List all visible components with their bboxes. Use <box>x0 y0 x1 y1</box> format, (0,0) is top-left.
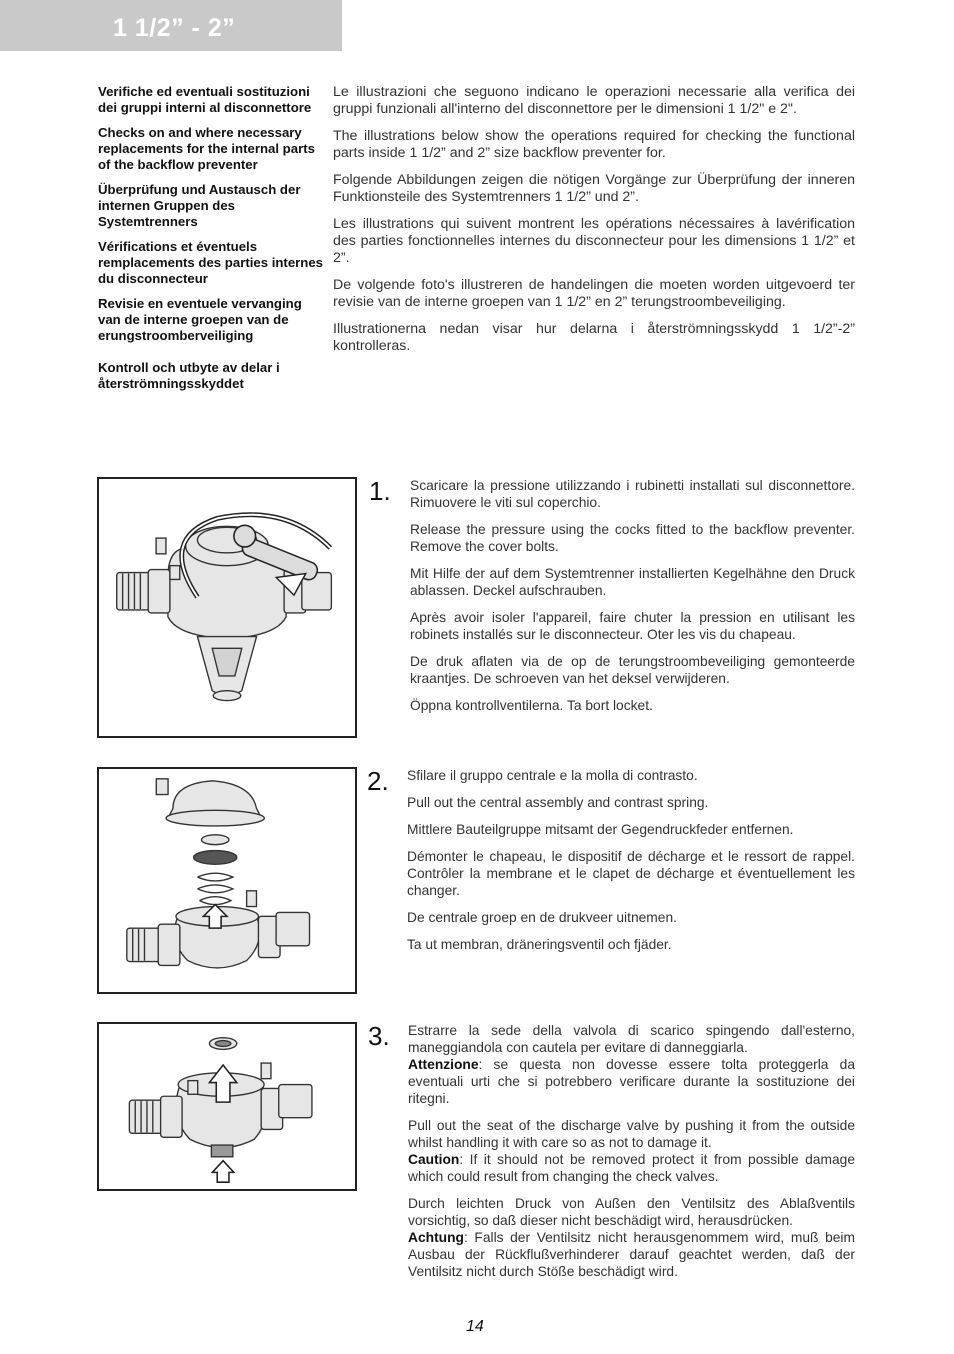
step2-de: Mittlere Bauteilgruppe mitsamt der Gegendruckfeder entfernen. <box>407 822 794 837</box>
heading-sv: Kontroll och utbyte av delar i återströmningsskyddet <box>98 360 280 391</box>
heading-nl: Revisie en eventuele vervanging van de interne groepen van de erungstroomberveiliging <box>98 296 302 343</box>
intro-it: Le illustrazioni che seguono indicano le operazioni necessarie alla verifica dei gruppi funzionali all'interno del disconnettore per le dimensioni 1 1/2" e 2". <box>333 84 855 117</box>
heading-de: Überprüfung und Austausch der internen Gruppen des Systemtrenners <box>98 182 301 229</box>
step3-figure <box>97 1022 357 1191</box>
step3-en-text: Pull out the seat of the discharge valve by pushing it from the outside whilst handling it with care so as not to damage it. <box>408 1118 855 1150</box>
step3-de-rest: : Falls der Ventilsitz nicht herausgenommem wird, muß beim Ausbau der Rückflußverhinderer darauf geachtet werden, daß der Ventilsitz nicht durch Stöße beschädigt wird. <box>408 1230 855 1279</box>
step1-nl: De druk aflaten via de op de terungstroombeveiliging gemonteerde kraantjes. De schroeven van het deksel verwijderen. <box>410 654 855 686</box>
step1-de: Mit Hilfe der auf dem Systemtrenner installierten Kegelhähne den Druck ablassen. Deckel aufschrauben. <box>410 566 855 598</box>
step2-number: 2. <box>367 766 389 796</box>
step3-it-rest: : se questa non dovesse essere tolta proteggerla da eventuali urti che si potrebbero verificare durante la sostituzione dei ritegni. <box>408 1057 855 1106</box>
step3-text <box>408 1022 855 1290</box>
exploded-valve-illustration <box>99 769 355 992</box>
step1-en: Release the pressure using the cocks fitted to the backflow preventer. Remove the cover bolts. <box>410 522 855 554</box>
step3-de-label: Achtung <box>408 1230 464 1245</box>
step3-en-rest: : If it should not be removed protect it from possible damage which could result from changing the check valves. <box>408 1152 855 1184</box>
step2-nl: De centrale groep en de drukveer uitnemen. <box>407 910 677 925</box>
step2-fr: Démonter le chapeau, le dispositif de décharge et le ressort de rappel. Contrôler la membrane et le clapet de décharge et éventuellement les changer. <box>407 849 855 898</box>
valve-seat-illustration <box>99 1024 355 1189</box>
intro-de: Folgende Abbildungen zeigen die nötigen Vorgänge zur Überprüfung der inneren Funktionsteile des Systemtrenners 1 1/2” und 2”. <box>333 172 855 205</box>
step3-en-label: Caution <box>408 1152 460 1167</box>
step3-en <box>408 1117 855 1185</box>
step3-it-text: Estrarre la sede della valvola di scarico spingendo dall'esterno, maneggiandola con cautela per evitare di danneggiarla. <box>408 1023 855 1055</box>
intro-sv: Illustrationerna nedan visar hur delarna i återströmningsskydd 1 1/2”-2” kontrolleras. <box>333 321 855 354</box>
step1-fr: Après avoir isoler l'appareil, faire chuter la pression en utilisant les robinets installés sur le disconnecteur. Oter les vis du chapeau. <box>410 610 855 642</box>
step2-sv: Ta ut membran, dräneringsventil och fjäder. <box>407 937 672 952</box>
page-number: 14 <box>466 1318 484 1335</box>
step2-it: Sfilare il gruppo centrale e la molla di contrasto. <box>407 768 698 783</box>
step1-sv: Öppna kontrollventilerna. Ta bort locket. <box>410 698 653 713</box>
header-tab <box>0 0 342 51</box>
heading-fr: Vérifications et éventuels remplacements des parties internes du disconnecteur <box>98 239 324 286</box>
step1-it: Scaricare la pressione utilizzando i rubinetti installati sul disconnettore. Rimuovere le viti sul coperchio. <box>410 478 855 510</box>
step1-text <box>410 477 855 724</box>
step3-de-text: Durch leichten Druck von Außen den Ventilsitz des Ablaßventils vorsichtig, so daß dieser nicht beschädigt wird, herausdrücken. <box>408 1196 855 1228</box>
heading-it: Verifiche ed eventuali sostituzioni dei gruppi interni al disconnettore <box>98 84 312 115</box>
step2-figure <box>97 767 357 994</box>
heading-en: Checks on and where necessary replacements for the internal parts of the backflow preventer <box>98 125 315 172</box>
step3-it-label: Attenzione <box>408 1057 479 1072</box>
step1-figure <box>97 477 357 738</box>
step3-it <box>408 1022 855 1107</box>
valve-wrench-illustration <box>99 479 355 736</box>
section-headings <box>98 84 326 401</box>
step2-text <box>407 767 855 963</box>
intro-en: The illustrations below show the operations required for checking the functional parts inside 1 1/2” and 2” size backflow preventer for. <box>333 128 855 161</box>
intro-nl: De volgende foto's illustreren de handelingen die moeten worden uitgevoerd ter revisie van de interne groepen van 1 1/2” en 2” terungstroombeveiliging. <box>333 277 855 310</box>
step2-en: Pull out the central assembly and contrast spring. <box>407 795 709 810</box>
page-title: 1 1/2” - 2” <box>113 14 236 42</box>
step3-number: 3. <box>368 1021 390 1051</box>
intro-fr: Les illustrations qui suivent montrent les opérations nécessaires à lavérification des parties fonctionnelles internes du disconnecteur pour les dimensions 1 1/2” et 2”. <box>333 216 855 266</box>
intro-text <box>333 84 855 365</box>
step3-de <box>408 1195 855 1280</box>
step1-number: 1. <box>369 476 391 506</box>
